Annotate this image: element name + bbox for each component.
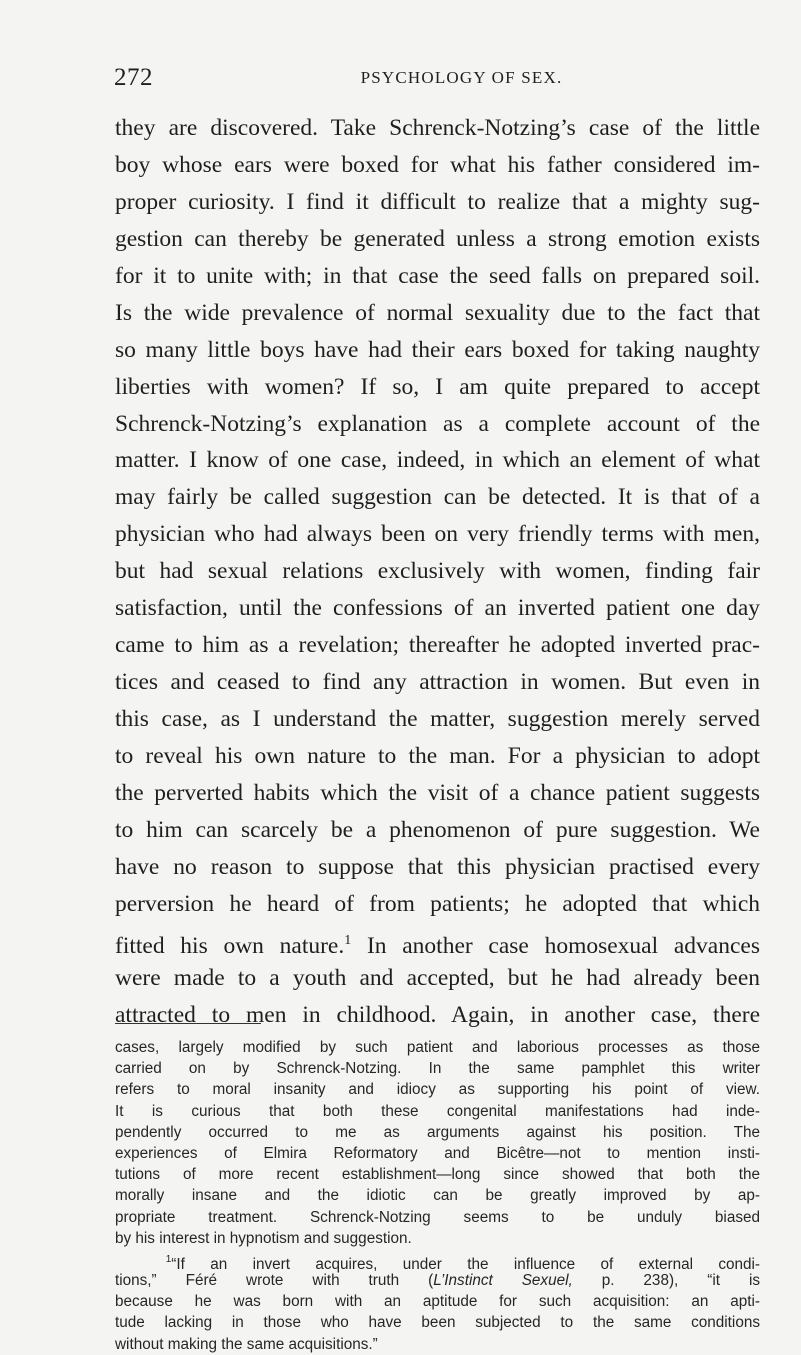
body-line: were made to a youth and accepted, but he had already been xyxy=(115,964,760,991)
body-line: to him can scarcely be a phenomenon of pure suggestion. We xyxy=(115,816,760,843)
body-line: physician who had always been on very friendly terms with men, xyxy=(115,521,760,548)
footnote-1-text: “If an invert acquires, under the influence of external condi- xyxy=(171,1255,761,1273)
page-number: 272 xyxy=(114,64,153,91)
footnote-line: refers to moral insanity and idiocy as supporting his point of view. xyxy=(115,1081,760,1099)
footnote-line: experiences of Elmira Reformatory and Bicêtre—not to mention insti- xyxy=(115,1144,760,1162)
body-line: matter. I know of one case, indeed, in which an element of what xyxy=(115,447,760,474)
body-line: so many little boys have had their ears boxed for taking naughty xyxy=(115,336,760,363)
body-line: but had sexual relations exclusively with women, finding fair xyxy=(115,558,760,585)
body-line: boy whose ears were boxed for what his father considered im- xyxy=(115,151,760,178)
body-line: gestion can thereby be generated unless a strong emotion exists xyxy=(115,225,760,252)
body-line: perversion he heard of from patients; he adopted that which xyxy=(115,890,760,917)
footnote-reference: 1 xyxy=(344,932,352,948)
footnote-1-text: tions,” Féré wrote with truth ( xyxy=(115,1272,434,1290)
footnote-1-line xyxy=(115,1249,761,1273)
body-line: for it to unite with; in that case the seed falls on prepared soil. xyxy=(115,262,760,289)
footnote-line: pendently occurred to me as arguments against his position. The xyxy=(115,1123,760,1141)
footnote-line: morally insane and the idiotic can be greatly improved by ap- xyxy=(115,1187,760,1205)
footnote-line: tutions of more recent establishment—long since showed that both the xyxy=(115,1166,760,1184)
body-line: satisfaction, until the confessions of an inverted patient one day xyxy=(115,595,760,622)
footnote-line: It is curious that both these congenital manifestations had inde- xyxy=(115,1102,760,1120)
footnote-1-line: because he was born with an aptitude for such acquisition: an apti- xyxy=(115,1293,760,1311)
cited-title: L’Instinct Sexuel, xyxy=(433,1272,573,1290)
page-header xyxy=(114,64,759,94)
body-line: attracted to men in childhood. Again, in another case, there xyxy=(115,1001,760,1028)
footnote-1-line: tude lacking in those who have been subjected to the same conditions xyxy=(115,1314,760,1332)
body-line-prefix: fitted his own nature. xyxy=(115,932,345,959)
footnote-1-line: without making the same acquisitions.” xyxy=(115,1335,378,1353)
footnote-marker: 1 xyxy=(165,1253,172,1265)
body-line: Schrenck-Notzing’s explanation as a complete account of the xyxy=(115,410,760,437)
running-head: PSYCHOLOGY OF SEX. xyxy=(360,68,563,87)
footnotes xyxy=(115,1037,760,1355)
footnote-1-text: p. 238), “it is xyxy=(572,1272,761,1290)
body-line: have no reason to suppose that this physician practised every xyxy=(115,853,760,880)
body-line: Is the wide prevalence of normal sexuality due to the fact that xyxy=(115,299,760,326)
body-line: to reveal his own nature to the man. For a physician to adopt xyxy=(115,742,760,769)
footnote-divider xyxy=(115,1023,261,1024)
body-line: this case, as I understand the matter, suggestion merely served xyxy=(115,706,760,732)
body-line: proper curiosity. I find it difficult to realize that a mighty sug- xyxy=(115,188,760,215)
body-line-with-footnote xyxy=(115,923,760,960)
footnote-line: carried on by Schrenck-Notzing. In the same pamphlet this writer xyxy=(115,1060,760,1078)
body-text xyxy=(115,110,760,1033)
footnote-1-line xyxy=(115,1270,760,1291)
body-line: came to him as a revelation; thereafter he adopted inverted prac- xyxy=(115,632,760,659)
footnote-line: by his interest in hypnotism and suggestion. xyxy=(115,1229,412,1247)
footnote-line: cases, largely modified by such patient and laborious processes as those xyxy=(115,1039,760,1056)
body-line: liberties with women? If so, I am quite prepared to accept xyxy=(115,373,760,400)
body-line: the perverted habits which the visit of a chance patient suggests xyxy=(115,779,760,806)
body-line: they are discovered. Take Schrenck-Notzing’s case of the little xyxy=(115,115,760,141)
footnote-line: propriate treatment. Schrenck-Notzing seems to be unduly biased xyxy=(115,1208,760,1226)
body-line: tices and ceased to find any attraction in women. But even in xyxy=(115,669,760,696)
body-line: may fairly be called suggestion can be detected. It is that of a xyxy=(115,484,760,511)
body-line-suffix: In another case homosexual advances xyxy=(366,932,760,959)
